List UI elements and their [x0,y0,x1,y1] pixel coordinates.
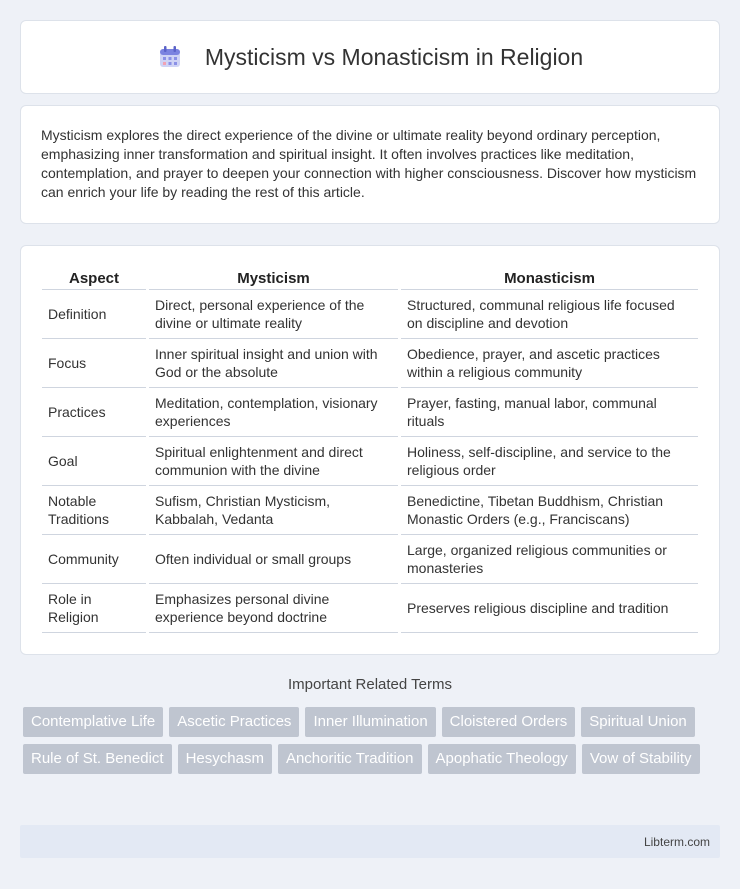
aspect-cell: Notable Traditions [42,486,146,535]
related-term-tag[interactable]: Cloistered Orders [442,707,576,737]
monasticism-cell: Large, organized religious communities or monasteries [401,535,698,584]
table-row [42,486,698,535]
footer [20,825,720,858]
related-term-tag[interactable]: Inner Illumination [305,707,435,737]
monasticism-cell: Structured, communal religious life focused on discipline and devotion [401,290,698,339]
aspect-cell: Definition [42,290,146,339]
mysticism-cell: Inner spiritual insight and union with God or the absolute [149,339,398,388]
related-terms-title: Important Related Terms [288,676,452,693]
aspect-cell: Goal [42,437,146,486]
page-title: Mysticism vs Monasticism in Religion [204,43,584,70]
related-term-tag[interactable]: Vow of Stability [582,744,700,774]
table-row [42,535,698,584]
header-card [20,20,720,94]
mysticism-cell: Emphasizes personal divine experience beyond doctrine [149,584,398,633]
mysticism-cell: Spiritual enlightenment and direct communion with the divine [149,437,398,486]
related-term-tag[interactable]: Hesychasm [178,744,272,774]
mysticism-cell: Direct, personal experience of the divine or ultimate reality [149,290,398,339]
related-term-tag[interactable]: Rule of St. Benedict [23,744,172,774]
comparison-card [20,245,720,655]
header-mysticism: Mysticism [149,266,398,290]
aspect-cell: Practices [42,388,146,437]
aspect-cell: Role in Religion [42,584,146,633]
aspect-cell: Community [42,535,146,584]
table-header-row [42,266,698,290]
monasticism-cell: Holiness, self-discipline, and service to the religious order [401,437,698,486]
monasticism-cell: Prayer, fasting, manual labor, communal rituals [401,388,698,437]
table-row [42,339,698,388]
monasticism-cell: Preserves religious discipline and tradition [401,584,698,633]
table-row [42,584,698,633]
mysticism-cell: Meditation, contemplation, visionary experiences [149,388,398,437]
calendar-icon [157,44,183,70]
comparison-table [39,266,701,633]
header-monasticism: Monasticism [401,266,698,290]
monasticism-cell: Obedience, prayer, and ascetic practices within a religious community [401,339,698,388]
related-term-tag[interactable]: Ascetic Practices [169,707,299,737]
monasticism-cell: Benedictine, Tibetan Buddhism, Christian Monastic Orders (e.g., Franciscans) [401,486,698,535]
table-row [42,437,698,486]
header-aspect: Aspect [42,266,146,290]
related-term-tag[interactable]: Contemplative Life [23,707,163,737]
table-row [42,290,698,339]
intro-text: Mysticism explores the direct experience of the divine or ultimate reality beyond ordinary perception, emphasizing inner transformation and spiritual insight. It often involves practices like meditation, contemplation, and prayer to deepen your connection with higher consciousness. Discover how mysticism can enrich your life by reading the rest of this article. [41,127,697,200]
mysticism-cell: Sufism, Christian Mysticism, Kabbalah, Vedanta [149,486,398,535]
related-term-tag[interactable]: Anchoritic Tradition [278,744,422,774]
aspect-cell: Focus [42,339,146,388]
related-term-tag[interactable]: Spiritual Union [581,707,695,737]
related-term-tag[interactable]: Apophatic Theology [428,744,576,774]
table-row [42,388,698,437]
intro-card [20,105,720,224]
related-terms-list [23,707,723,774]
footer-site-link[interactable]: Libterm.com [643,834,710,849]
mysticism-cell: Often individual or small groups [149,535,398,584]
